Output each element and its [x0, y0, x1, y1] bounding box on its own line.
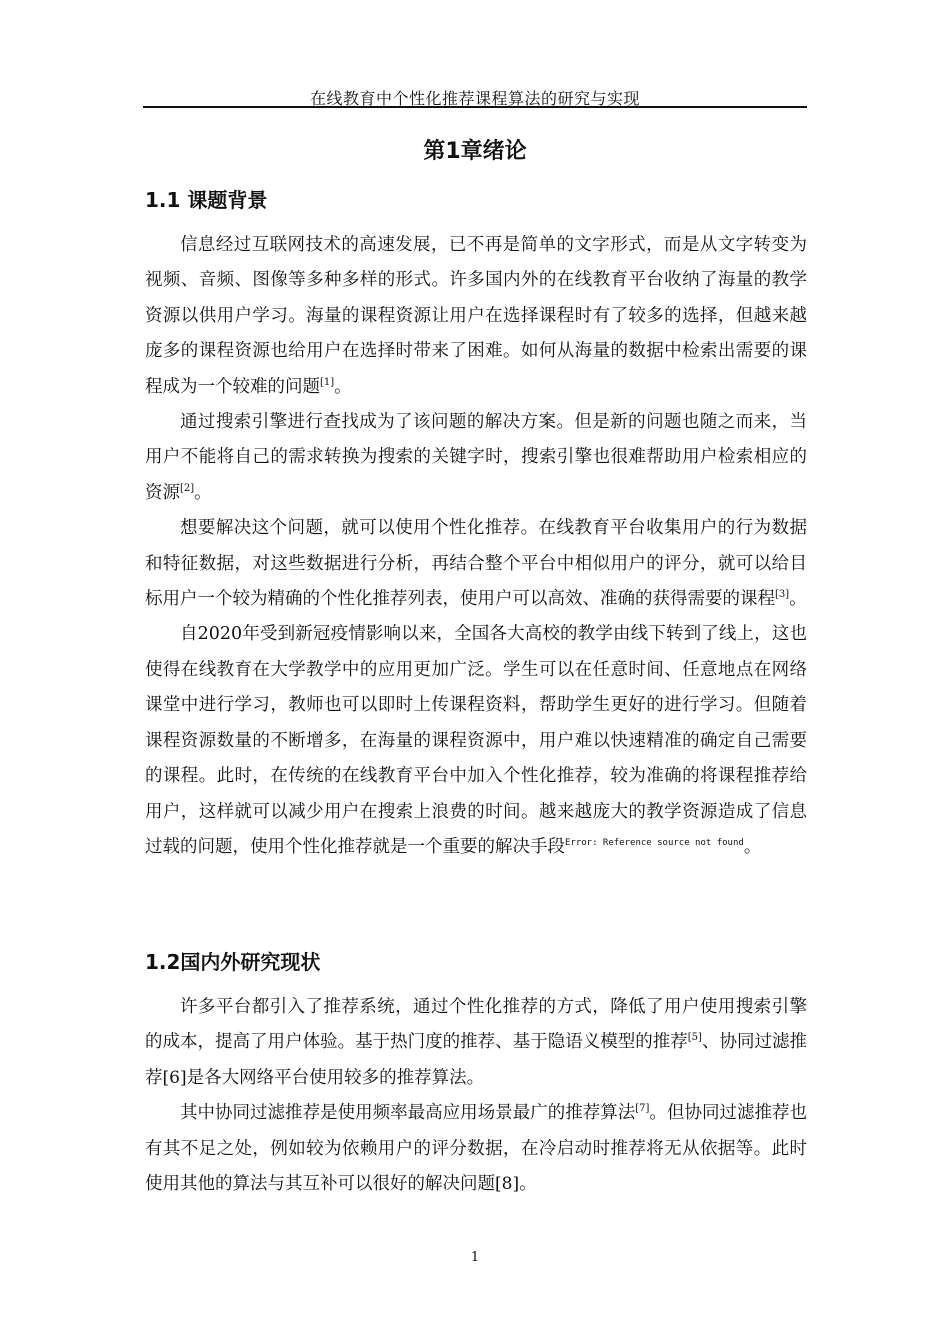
- paragraph-end: 。: [194, 482, 212, 503]
- paragraph-text: 信息经过互联网技术的高速发展，已不再是简单的文字形式，而是从文字转变为视频、音频、图像等多种多样的形式。许多国内外的在线教育平台收纳了海量的教学资源以供用户学习。海量的课程资源让用户在选择课程时有了较多的选择，但越来越庞多的课程资源也给用户在选择时带来了困难。如何从海量的数据中检索出需要的课程成为一个较难的问题: [145, 235, 807, 397]
- paragraph: [145, 511, 807, 617]
- section-heading-background: 1.1 课题背景: [145, 188, 268, 212]
- citation-inline: [6]: [162, 1067, 187, 1088]
- paragraph-text: 许多平台都引入了推荐系统，通过个性化推荐的方式，降低了用户使用搜索引擎的成本，提高了用户体验。基于热门度的推荐、基于隐语义模型的推荐: [145, 997, 807, 1053]
- page-number: 1: [470, 1250, 480, 1265]
- broken-citation: Error: Reference source not found: [565, 838, 744, 849]
- paragraph-text: 自2020年受到新冠疫情影响以来，全国各大高校的教学由线下转到了线上，这也使得在线教育在大学教学中的应用更加广泛。学生可以在任意时间、任意地点在网络课堂中进行学习，教师也可以即时上传课程资料，帮助学生更好的进行学习。但随着课程资源数量的不断增多，在海量的课程资源中，用户难以快速精准的确定自己需要的课程。此时，在传统的在线教育平台中加入个性化推荐，较为准确的将课程推荐给用户，这样就可以减少用户在搜索上浪费的时间。越来越庞大的教学资源造成了信息过载的问题，使用个性化推荐就是一个重要的解决手段: [145, 624, 807, 857]
- paragraph-end: 。: [789, 589, 807, 610]
- citation: [2]: [180, 483, 195, 495]
- citation: [7]: [635, 1103, 650, 1115]
- paragraph-end: 。: [334, 376, 352, 397]
- paragraph: [145, 617, 807, 865]
- paragraph-text: 想要解决这个问题，就可以使用个性化推荐。在线教育平台收集用户的行为数据和特征数据，对这些数据进行分析，再结合整个平台中相似用户的评分，就可以给目标用户一个较为精确的个性化推荐列表，使用户可以高效、准确的获得需要的课程: [145, 518, 807, 610]
- chapter-title: 第1章绪论: [423, 139, 527, 164]
- citation: [3]: [775, 589, 790, 601]
- paragraph-end: 。: [519, 1174, 537, 1195]
- paragraph: [145, 1096, 807, 1202]
- paragraph-end: 。: [743, 836, 762, 857]
- paragraph: [145, 990, 807, 1096]
- paragraph-mid: 、协同过滤推荐: [145, 1032, 808, 1088]
- running-header: 在线教育中个性化推荐课程算法的研究与实现: [309, 89, 640, 108]
- citation: [1]: [320, 376, 335, 388]
- section-body-research-status: [145, 990, 807, 1202]
- paragraph-text: 其中协同过滤推荐是使用频率最高应用场景最广的推荐算法: [180, 1103, 636, 1124]
- paragraph-text: 通过搜索引擎进行查找成为了该问题的解决方案。但是新的问题也随之而来，当用户不能将自己的需求转换为搜索的关键字时，搜索引擎也很难帮助用户检索相应的资源: [145, 412, 807, 503]
- paragraph: [145, 228, 807, 405]
- paragraph-end: 是各大网络平台使用较多的推荐算法。: [186, 1067, 485, 1088]
- section-heading-research-status: 1.2国内外研究现状: [145, 950, 321, 974]
- header-rule: [143, 106, 807, 108]
- paragraph: [145, 405, 807, 511]
- citation: [5]: [687, 1032, 702, 1044]
- paragraph-mid: 。但协同过滤推荐也有其不足之处，例如较为依赖用户的评分数据，在冷启动时推荐将无从依据等。此时使用其他的算法与其互补可以很好的解决问题: [145, 1103, 808, 1195]
- section-body-background: [145, 228, 807, 865]
- citation-inline: [8]: [495, 1174, 520, 1195]
